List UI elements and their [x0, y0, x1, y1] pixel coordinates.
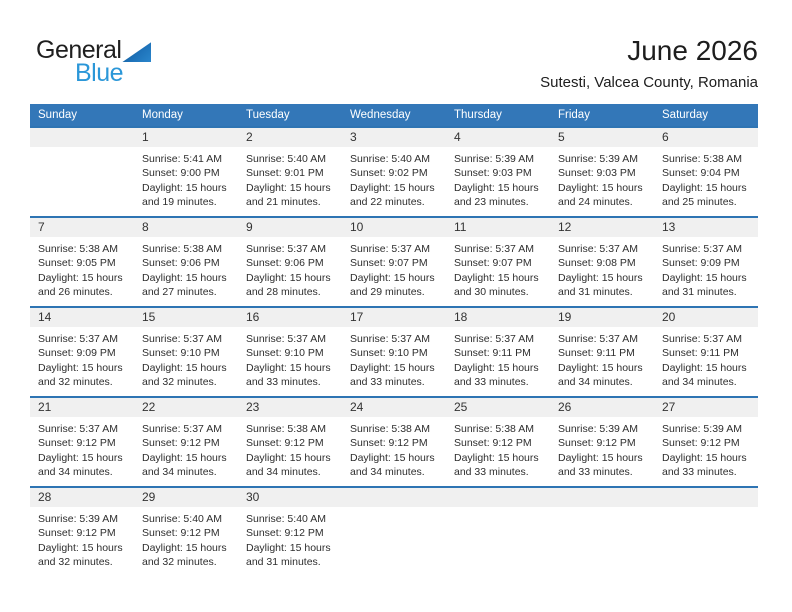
daylight-line: Daylight: 15 hours and 34 minutes. [350, 451, 435, 478]
day-cell [550, 308, 654, 396]
daylight-line: Daylight: 15 hours and 32 minutes. [38, 541, 123, 568]
sunset-line: Sunset: 9:07 PM [350, 257, 428, 270]
daylight-line: Daylight: 15 hours and 21 minutes. [246, 181, 331, 208]
daylight-line: Daylight: 15 hours and 25 minutes. [662, 181, 747, 208]
day-cell [134, 398, 238, 486]
daylight-line: Daylight: 15 hours and 23 minutes. [454, 181, 539, 208]
day-details [30, 417, 134, 479]
sunset-line: Sunset: 9:00 PM [142, 167, 220, 180]
location-subtitle: Sutesti, Valcea County, Romania [540, 74, 758, 91]
daylight-line: Daylight: 15 hours and 31 minutes. [246, 541, 331, 568]
sunset-line: Sunset: 9:12 PM [38, 437, 116, 450]
sunset-line: Sunset: 9:06 PM [142, 257, 220, 270]
daylight-line: Daylight: 15 hours and 32 minutes. [142, 541, 227, 568]
sunrise-line: Sunrise: 5:39 AM [454, 153, 534, 165]
sunset-line: Sunset: 9:09 PM [662, 257, 740, 270]
sunrise-line: Sunrise: 5:39 AM [558, 423, 638, 435]
day-details [446, 237, 550, 299]
day-number: 5 [550, 128, 654, 147]
daylight-line: Daylight: 15 hours and 29 minutes. [350, 271, 435, 298]
day-number: 10 [342, 218, 446, 237]
sunrise-line: Sunrise: 5:40 AM [246, 153, 326, 165]
sunrise-line: Sunrise: 5:37 AM [454, 243, 534, 255]
day-number: 25 [446, 398, 550, 417]
day-details [550, 237, 654, 299]
sunrise-line: Sunrise: 5:39 AM [38, 513, 118, 525]
daylight-line: Daylight: 15 hours and 33 minutes. [662, 451, 747, 478]
day-cell [446, 398, 550, 486]
day-details [134, 237, 238, 299]
day-number: 14 [30, 308, 134, 327]
day-details [446, 327, 550, 389]
day-details [446, 147, 550, 209]
day-cell [134, 308, 238, 396]
title-block [540, 36, 758, 91]
daylight-line: Daylight: 15 hours and 32 minutes. [38, 361, 123, 388]
sunrise-line: Sunrise: 5:38 AM [350, 423, 430, 435]
day-number: 2 [238, 128, 342, 147]
sunrise-line: Sunrise: 5:37 AM [246, 333, 326, 345]
day-number: 11 [446, 218, 550, 237]
day-cell [446, 218, 550, 306]
sunrise-line: Sunrise: 5:37 AM [558, 333, 638, 345]
day-number [550, 488, 654, 507]
logo-triangle-icon [122, 42, 151, 62]
sunrise-line: Sunrise: 5:38 AM [662, 153, 742, 165]
day-cell [550, 488, 654, 576]
day-details [654, 147, 758, 209]
daylight-line: Daylight: 15 hours and 34 minutes. [246, 451, 331, 478]
day-number [446, 488, 550, 507]
day-number: 4 [446, 128, 550, 147]
day-details [342, 237, 446, 299]
daylight-line: Daylight: 15 hours and 26 minutes. [38, 271, 123, 298]
daylight-line: Daylight: 15 hours and 34 minutes. [142, 451, 227, 478]
day-details [342, 147, 446, 209]
day-number: 21 [30, 398, 134, 417]
week-row [30, 126, 758, 216]
day-cell [238, 308, 342, 396]
day-details [654, 327, 758, 389]
sunset-line: Sunset: 9:12 PM [662, 437, 740, 450]
sunrise-line: Sunrise: 5:37 AM [38, 423, 118, 435]
sunrise-line: Sunrise: 5:37 AM [558, 243, 638, 255]
sunrise-line: Sunrise: 5:37 AM [246, 243, 326, 255]
month-title: June 2026 [627, 35, 758, 66]
day-number: 7 [30, 218, 134, 237]
week-row [30, 486, 758, 576]
day-details [134, 507, 238, 569]
day-number: 1 [134, 128, 238, 147]
day-cell [30, 218, 134, 306]
daylight-line: Daylight: 15 hours and 22 minutes. [350, 181, 435, 208]
sunset-line: Sunset: 9:04 PM [662, 167, 740, 180]
day-number: 12 [550, 218, 654, 237]
sunrise-line: Sunrise: 5:37 AM [662, 333, 742, 345]
day-details [238, 327, 342, 389]
sunrise-line: Sunrise: 5:37 AM [142, 423, 222, 435]
day-cell [550, 398, 654, 486]
day-cell [654, 488, 758, 576]
day-number: 8 [134, 218, 238, 237]
day-details [30, 507, 134, 569]
day-number: 9 [238, 218, 342, 237]
logo-text-blue: Blue [75, 59, 124, 87]
day-cell [238, 398, 342, 486]
day-details [30, 147, 134, 152]
day-details [550, 147, 654, 209]
daylight-line: Daylight: 15 hours and 19 minutes. [142, 181, 227, 208]
day-number: 6 [654, 128, 758, 147]
day-number: 23 [238, 398, 342, 417]
day-cell [134, 128, 238, 216]
day-cell [446, 128, 550, 216]
daylight-line: Daylight: 15 hours and 30 minutes. [454, 271, 539, 298]
weekday-header-friday: Friday [558, 109, 590, 121]
day-number: 16 [238, 308, 342, 327]
sunset-line: Sunset: 9:10 PM [350, 347, 428, 360]
day-cell [342, 128, 446, 216]
sunset-line: Sunset: 9:12 PM [558, 437, 636, 450]
sunrise-line: Sunrise: 5:38 AM [142, 243, 222, 255]
sunset-line: Sunset: 9:02 PM [350, 167, 428, 180]
weekday-header-row [30, 104, 758, 126]
sunset-line: Sunset: 9:08 PM [558, 257, 636, 270]
day-details [550, 507, 654, 512]
day-cell [342, 488, 446, 576]
weekday-header-tuesday: Tuesday [246, 109, 290, 121]
daylight-line: Daylight: 15 hours and 34 minutes. [662, 361, 747, 388]
daylight-line: Daylight: 15 hours and 34 minutes. [558, 361, 643, 388]
day-details [342, 417, 446, 479]
sunrise-line: Sunrise: 5:40 AM [246, 513, 326, 525]
sunrise-line: Sunrise: 5:38 AM [454, 423, 534, 435]
day-details [238, 237, 342, 299]
day-cell [134, 488, 238, 576]
day-number: 18 [446, 308, 550, 327]
sunset-line: Sunset: 9:11 PM [454, 347, 531, 360]
day-number [342, 488, 446, 507]
day-details [550, 327, 654, 389]
day-number: 17 [342, 308, 446, 327]
logo-text-general: General [36, 36, 122, 64]
day-number: 30 [238, 488, 342, 507]
sunrise-line: Sunrise: 5:38 AM [38, 243, 118, 255]
daylight-line: Daylight: 15 hours and 33 minutes. [454, 451, 539, 478]
day-number: 22 [134, 398, 238, 417]
day-details [134, 327, 238, 389]
sunrise-line: Sunrise: 5:37 AM [350, 333, 430, 345]
day-details [30, 237, 134, 299]
day-cell [134, 218, 238, 306]
weekday-header-sunday: Sunday [38, 109, 78, 121]
daylight-line: Daylight: 15 hours and 33 minutes. [246, 361, 331, 388]
day-cell [342, 308, 446, 396]
day-details [342, 327, 446, 389]
daylight-line: Daylight: 15 hours and 24 minutes. [558, 181, 643, 208]
sunset-line: Sunset: 9:12 PM [142, 437, 220, 450]
weekday-header-wednesday: Wednesday [350, 109, 411, 121]
day-number [30, 128, 134, 147]
general-blue-logo [36, 38, 151, 86]
day-cell [654, 398, 758, 486]
day-details [238, 507, 342, 569]
day-details [654, 237, 758, 299]
calendar-table [30, 104, 758, 576]
sunset-line: Sunset: 9:11 PM [662, 347, 739, 360]
sunset-line: Sunset: 9:10 PM [142, 347, 220, 360]
sunrise-line: Sunrise: 5:38 AM [246, 423, 326, 435]
week-row [30, 216, 758, 306]
daylight-line: Daylight: 15 hours and 28 minutes. [246, 271, 331, 298]
day-details [238, 417, 342, 479]
sunset-line: Sunset: 9:06 PM [246, 257, 324, 270]
day-number: 28 [30, 488, 134, 507]
day-cell [30, 398, 134, 486]
day-details [550, 417, 654, 479]
day-cell [238, 218, 342, 306]
sunset-line: Sunset: 9:01 PM [246, 167, 324, 180]
calendar-weeks [30, 126, 758, 576]
day-cell [446, 488, 550, 576]
day-details [654, 507, 758, 512]
sunset-line: Sunset: 9:12 PM [246, 437, 324, 450]
day-cell [342, 218, 446, 306]
sunset-line: Sunset: 9:03 PM [558, 167, 636, 180]
day-cell [446, 308, 550, 396]
sunrise-line: Sunrise: 5:40 AM [350, 153, 430, 165]
daylight-line: Daylight: 15 hours and 31 minutes. [662, 271, 747, 298]
day-details [238, 147, 342, 209]
day-cell [30, 128, 134, 216]
day-number: 3 [342, 128, 446, 147]
daylight-line: Daylight: 15 hours and 33 minutes. [558, 451, 643, 478]
sunrise-line: Sunrise: 5:37 AM [38, 333, 118, 345]
day-details [134, 147, 238, 209]
day-number: 27 [654, 398, 758, 417]
sunset-line: Sunset: 9:12 PM [350, 437, 428, 450]
day-cell [654, 308, 758, 396]
day-cell [550, 218, 654, 306]
day-details [446, 507, 550, 512]
sunset-line: Sunset: 9:11 PM [558, 347, 635, 360]
week-row [30, 396, 758, 486]
weekday-header-saturday: Saturday [662, 109, 709, 121]
day-cell [238, 128, 342, 216]
day-cell [654, 218, 758, 306]
daylight-line: Daylight: 15 hours and 27 minutes. [142, 271, 227, 298]
day-cell [30, 488, 134, 576]
daylight-line: Daylight: 15 hours and 32 minutes. [142, 361, 227, 388]
sunrise-line: Sunrise: 5:37 AM [350, 243, 430, 255]
day-number: 24 [342, 398, 446, 417]
day-details [30, 327, 134, 389]
sunset-line: Sunset: 9:12 PM [246, 527, 324, 540]
day-cell [550, 128, 654, 216]
day-details [446, 417, 550, 479]
daylight-line: Daylight: 15 hours and 34 minutes. [38, 451, 123, 478]
sunset-line: Sunset: 9:05 PM [38, 257, 116, 270]
day-number: 15 [134, 308, 238, 327]
sunrise-line: Sunrise: 5:41 AM [142, 153, 222, 165]
daylight-line: Daylight: 15 hours and 31 minutes. [558, 271, 643, 298]
sunrise-line: Sunrise: 5:37 AM [454, 333, 534, 345]
day-details [654, 417, 758, 479]
day-cell [30, 308, 134, 396]
day-cell [238, 488, 342, 576]
sunrise-line: Sunrise: 5:40 AM [142, 513, 222, 525]
daylight-line: Daylight: 15 hours and 33 minutes. [454, 361, 539, 388]
day-details [134, 417, 238, 479]
sunrise-line: Sunrise: 5:39 AM [662, 423, 742, 435]
day-number: 19 [550, 308, 654, 327]
day-number: 13 [654, 218, 758, 237]
weekday-header-thursday: Thursday [454, 109, 502, 121]
sunrise-line: Sunrise: 5:37 AM [662, 243, 742, 255]
day-number: 26 [550, 398, 654, 417]
sunset-line: Sunset: 9:12 PM [454, 437, 532, 450]
day-number [654, 488, 758, 507]
day-number: 20 [654, 308, 758, 327]
weekday-header-monday: Monday [142, 109, 183, 121]
day-cell [654, 128, 758, 216]
day-number: 29 [134, 488, 238, 507]
day-cell [342, 398, 446, 486]
daylight-line: Daylight: 15 hours and 33 minutes. [350, 361, 435, 388]
sunset-line: Sunset: 9:12 PM [142, 527, 220, 540]
sunset-line: Sunset: 9:10 PM [246, 347, 324, 360]
day-details [342, 507, 446, 512]
sunrise-line: Sunrise: 5:37 AM [142, 333, 222, 345]
sunset-line: Sunset: 9:03 PM [454, 167, 532, 180]
sunrise-line: Sunrise: 5:39 AM [558, 153, 638, 165]
sunset-line: Sunset: 9:09 PM [38, 347, 116, 360]
week-row [30, 306, 758, 396]
sunset-line: Sunset: 9:12 PM [38, 527, 116, 540]
sunset-line: Sunset: 9:07 PM [454, 257, 532, 270]
